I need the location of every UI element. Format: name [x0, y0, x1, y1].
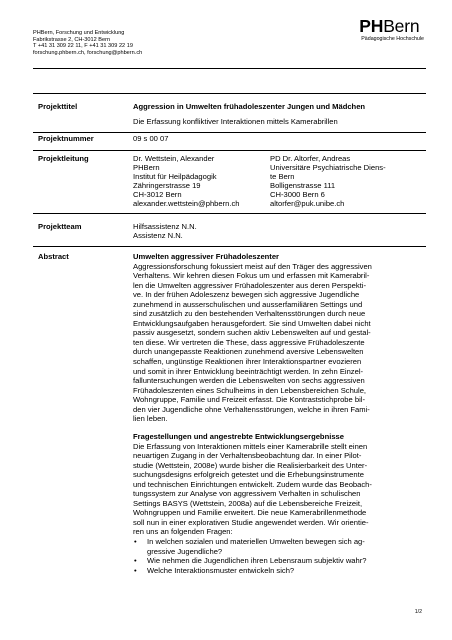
lead-left-line: Institut für Heilpädagogik	[133, 172, 217, 181]
lead-right-line: Bolligenstrasse 111	[270, 181, 336, 190]
question-list	[133, 537, 367, 575]
sender-address	[33, 30, 142, 56]
row-divider	[33, 213, 426, 214]
abstract-line: Entwicklungsaufgaben herausgefordert. Sie sind Umwelten dabei nicht	[133, 318, 371, 328]
address-line: forschung.phbern.ch, forschung@phbern.ch	[33, 49, 143, 56]
abstract-line: zunehmend in ausserschulischen und ausserfamiliären Settings und	[133, 299, 363, 309]
abstract-line: Settings BASYS (Wettstein, 2008a) auf die Lebensbereiche Freizeit,	[133, 498, 363, 508]
list-item-text: In welchen sozialen und materiellen Umwelten bewegen sich ag-	[147, 537, 365, 546]
row-divider	[33, 93, 426, 94]
lead-right	[270, 154, 386, 208]
label-projektnummer: Projektnummer	[38, 134, 94, 143]
page-number: 1/2	[414, 609, 422, 615]
list-item	[133, 566, 367, 576]
abstract-section-2	[133, 432, 395, 537]
abstract-line: studie (Wettstein, 2008e) wurde bisher die Realisierbarkeit des Unter-	[133, 460, 368, 470]
lead-left	[133, 154, 240, 208]
abstract-line: Verhaltens. Wir kehren diesen Fokus um und erfassen mit Kamerabril-	[133, 271, 370, 281]
team-member: Assistenz N.N.	[133, 231, 183, 240]
lead-right-email: altorfer@puk.unibe.ch	[270, 199, 345, 208]
list-item-text: Wie nehmen die Jugendlichen ihren Lebensraum subjektiv wahr?	[147, 556, 367, 566]
abstract-section-1	[133, 252, 395, 424]
abstract-line: durch unangepasste Reaktionen zunehmend aversive Lebenswelten	[133, 347, 364, 357]
row-divider	[33, 132, 426, 133]
project-subtitle: Die Erfassung konfliktiver Interaktionen mittels Kamerabrillen	[133, 117, 338, 126]
lead-left-email: alexander.wettstein@phbern.ch	[133, 199, 240, 208]
team-member: Hilfsassistenz N.N.	[133, 222, 197, 231]
abstract-line: suchungsdesigns erfolgreich getestet und die Erhebungsinstrumente	[133, 470, 364, 480]
row-divider	[33, 150, 426, 151]
abstract-line: Wohngruppe, Familie und Freizeit erfasst. Die Kontraststichprobe bil-	[133, 395, 365, 405]
label-projektleitung: Projektleitung	[38, 154, 89, 163]
row-divider	[33, 246, 426, 247]
lead-left-line: Dr. Wettstein, Alexander	[133, 154, 215, 163]
lead-left-line: PHBern	[133, 163, 160, 172]
abstract-line: falluntersuchungen werden die Lebenswelten von sechs aggressiven	[133, 376, 365, 386]
list-item	[133, 537, 367, 556]
lead-left-line: Zähringerstrasse 19	[133, 181, 201, 190]
phbern-logo	[359, 17, 424, 42]
abstract-line: ve. In der frühen Adoleszenz bewegen sich aggressive Jugendliche	[133, 290, 360, 300]
abstract-line: den vier Jugendliche ohne Verhaltensstörungen, welche in ihren Fami-	[133, 404, 370, 414]
abstract-line: neuartigen Zugang in der Verhaltensbeobachtung dar. In einer Pilot-	[133, 451, 362, 461]
lead-right-line: PD Dr. Altorfer, Andreas	[270, 154, 351, 163]
list-item	[133, 556, 367, 566]
label-projektteam: Projektteam	[38, 222, 82, 231]
abstract-line: Die Erfassung von Interaktionen mittels einer Kamerabrille stellt einen	[133, 441, 368, 451]
abstract-line: und technischen Einrichtungen entwickelt. Zudem wurde das Beobach-	[133, 479, 372, 489]
label-abstract: Abstract	[38, 252, 69, 261]
abstract-line: passiv ausgesetzt, sondern suchen aktiv Lebenswelten auf und gestal-	[133, 328, 371, 338]
abstract-line: len die Umwelten aggressiver Frühadoleszenter aus deren Perspekti-	[133, 280, 366, 290]
bullet-icon: •	[134, 556, 137, 566]
abstract-line: Wohngruppen und Familie erweitert. Die neue Kamerabrillenmethode	[133, 508, 367, 518]
abstract-line: sind zusätzlich zu den bestehenden Verhaltensstörungen durch neue	[133, 309, 366, 319]
abstract-line: lien leben.	[133, 414, 168, 424]
abstract-line: ten diese. Wir vertreten die These, dass aggressive Frühadoleszente	[133, 337, 365, 347]
address-line: Fabrikstrasse 2, CH-3012 Bern	[33, 36, 111, 43]
lead-right-line: te Bern	[270, 172, 295, 181]
project-number: 09 s 00 07	[133, 134, 169, 143]
team-list	[133, 222, 197, 240]
logo-ph: PH	[359, 16, 384, 36]
abstract-line: Aggressionsforschung fokussiert meist auf den Träger des aggressiven	[133, 261, 372, 271]
address-line: PHBern, Forschung und Entwicklung	[33, 30, 125, 36]
project-title: Aggression in Umwelten frühadoleszenter Jungen und Mädchen	[133, 102, 366, 111]
list-item-text: Welche Interaktionsmuster entwickeln sich?	[147, 565, 295, 575]
abstract-heading: Fragestellungen und angestrebte Entwicklungsergebnisse	[133, 432, 344, 441]
abstract-line: tungssystem zur Analyse von aggressivem Verhalten in schulischen	[133, 489, 361, 499]
lead-left-line: CH-3012 Bern	[133, 190, 182, 199]
abstract-line: schaffen, ungünstige Reaktionen ihrer Interaktionspartner evozieren	[133, 357, 362, 367]
lead-right-line: Universitäre Psychiatrische Diens-	[270, 163, 386, 172]
abstract-line: soll nun in einer explorativen Studie angewendet werden. Wir orientie-	[133, 517, 369, 527]
abstract-heading: Umwelten aggressiver Frühadoleszenter	[133, 252, 280, 261]
lead-right-line: CH-3000 Bern 6	[270, 190, 325, 199]
list-item-text: gressive Jugendliche?	[147, 546, 223, 556]
logo-bern: Bern	[383, 16, 420, 36]
address-line: T +41 31 309 22 11, F +41 31 309 22 19	[33, 43, 133, 50]
bullet-icon: •	[134, 565, 137, 575]
logo-subtitle: Pädagogische Hochschule	[361, 36, 424, 42]
abstract-line: ren uns an folgenden Fragen:	[133, 527, 233, 537]
header-rule	[33, 68, 426, 69]
abstract-line: Frühadoleszenten eines Schulheims in den Lebensbereichen Schule,	[133, 385, 367, 395]
abstract-line: und somit in ihrer Entwicklung beeinträchtigt werden. In zehn Einzel-	[133, 366, 364, 376]
bullet-icon: •	[134, 537, 137, 546]
label-projekttitel: Projekttitel	[38, 102, 78, 111]
